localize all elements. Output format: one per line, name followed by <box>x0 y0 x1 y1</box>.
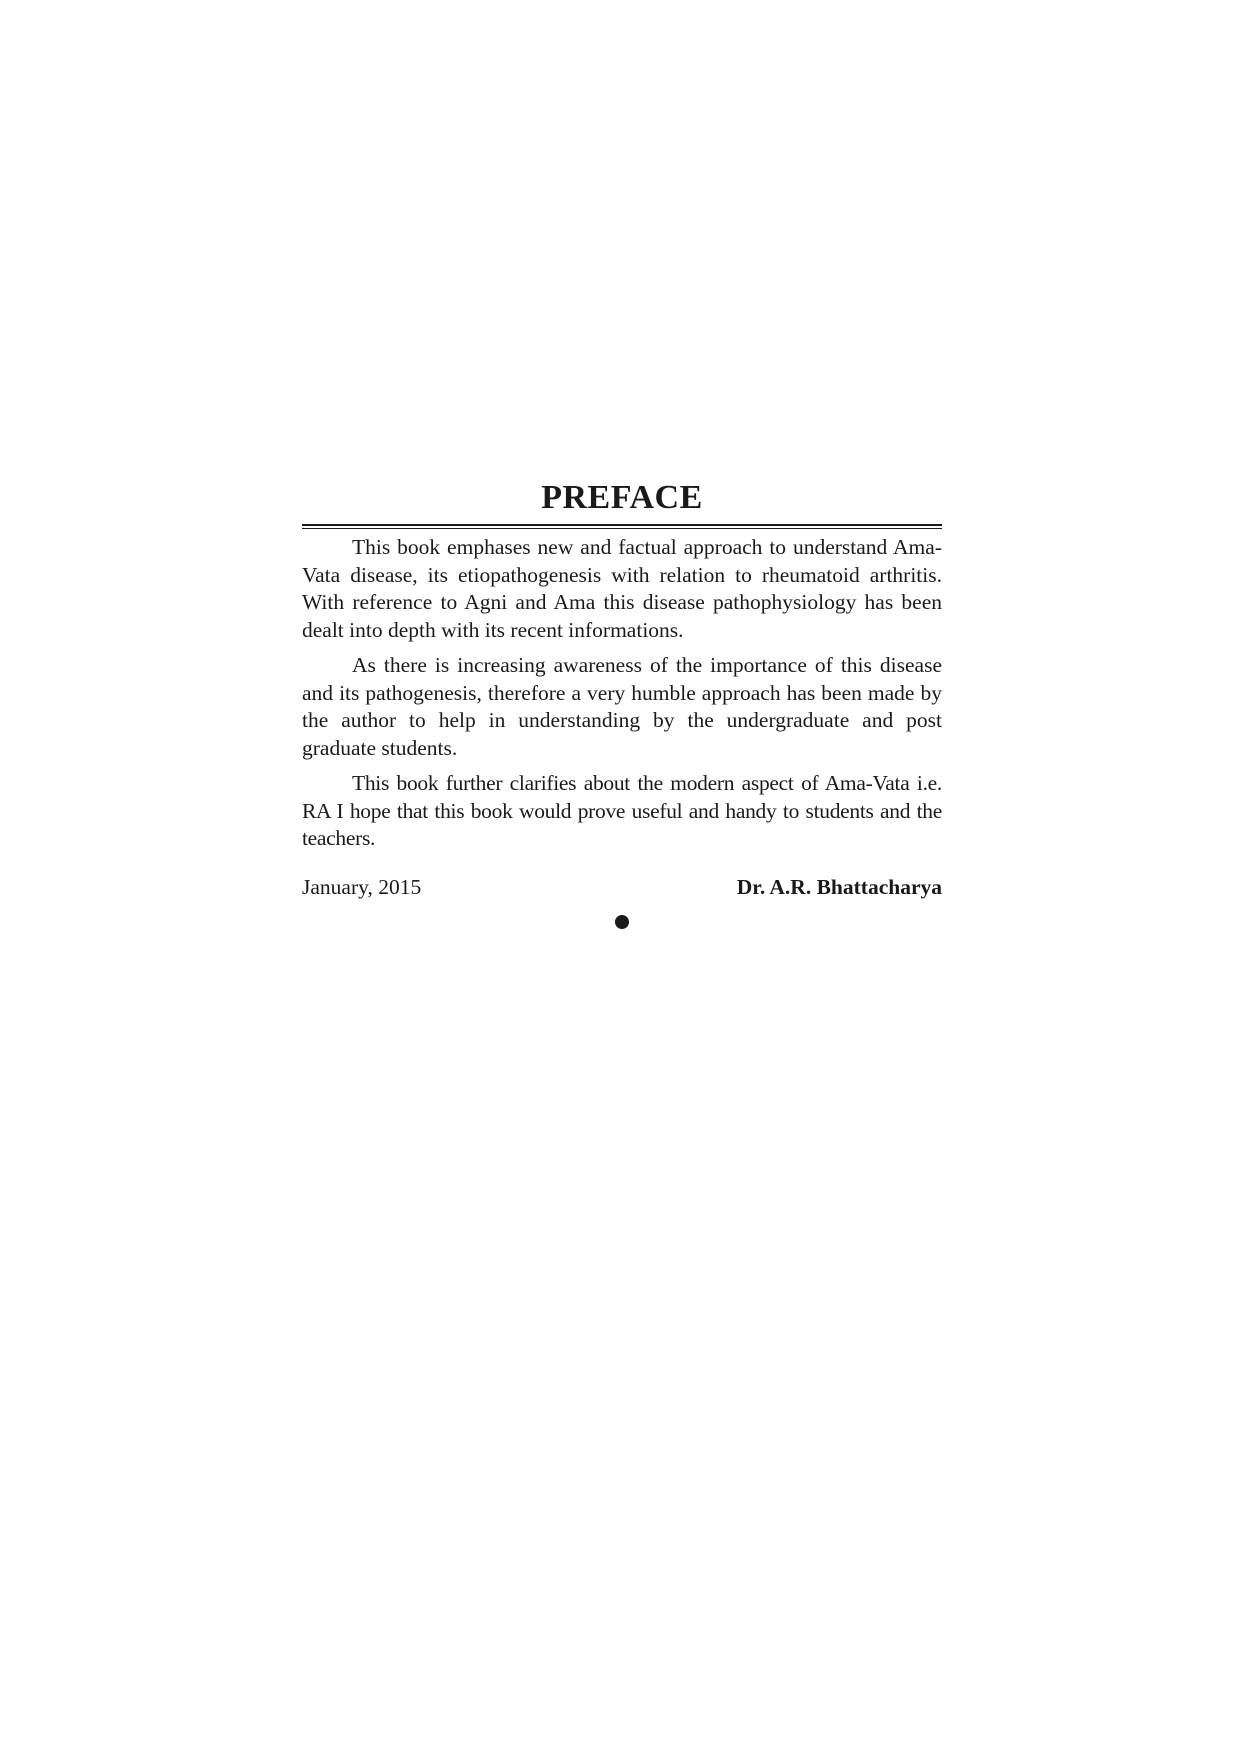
preface-section <box>302 478 942 929</box>
paragraph-3: This book further clarifies about the modern aspect of Ama-Vata i.e. RA I hope that this book would prove useful and handy to students and the teachers. <box>302 771 942 850</box>
author-name: Dr. A.R. Bhattacharya <box>736 874 942 899</box>
paragraph-1: This book emphases new and factual approach to understand Ama-Vata disease, its etiopathogenesis with relation to rheumatoid arthritis. With reference to Agni and Ama this disease pathophysiology has been dealt into depth with its recent informations. <box>302 535 942 642</box>
preface-body <box>302 534 942 853</box>
preface-date: January, 2015 <box>302 874 422 899</box>
paragraph-2: As there is increasing awareness of the importance of this disease and its pathogenesis, therefore a very humble approach has been made by the author to help in understanding by the undergraduate and post graduate students. <box>302 653 942 760</box>
page-title: PREFACE <box>541 479 703 516</box>
signature-row <box>302 873 942 901</box>
end-bullet-icon <box>615 915 629 929</box>
